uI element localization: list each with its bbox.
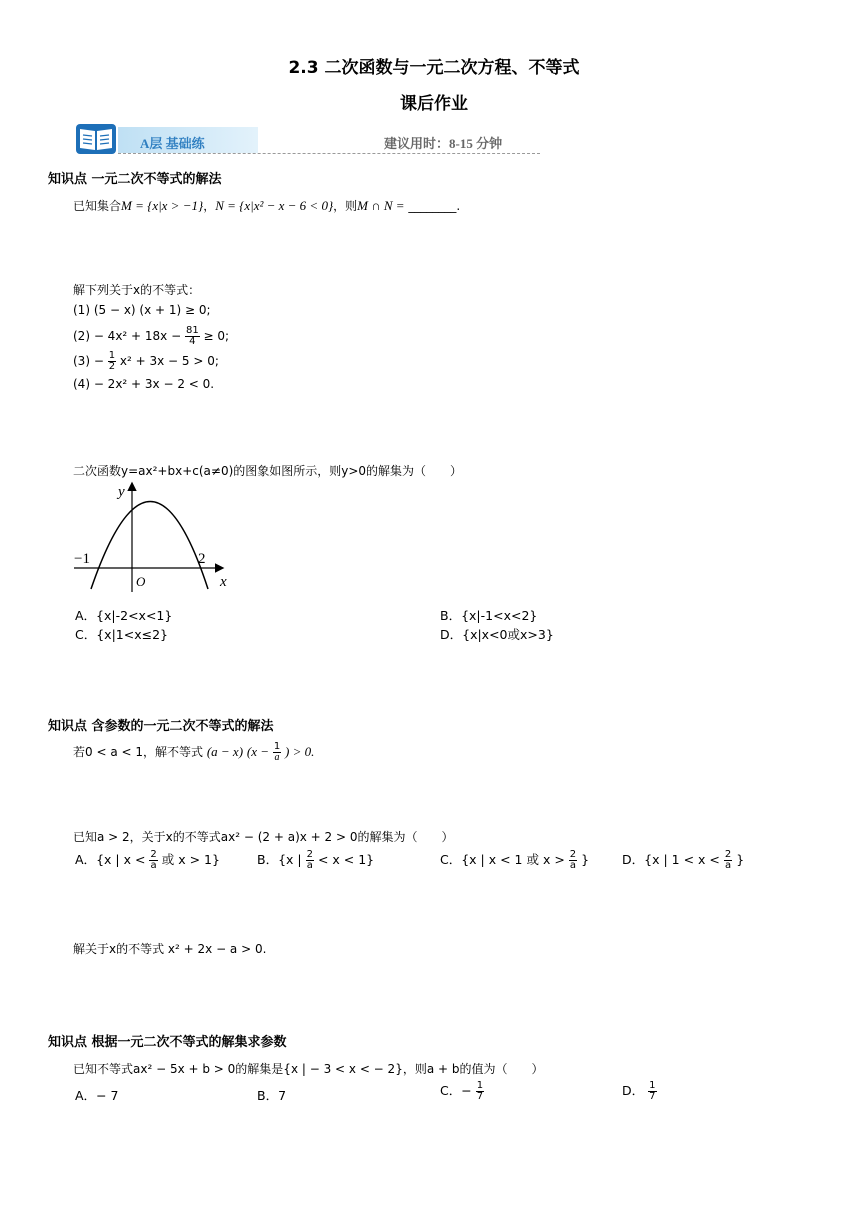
q5-option-b[interactable] <box>257 850 374 871</box>
q2-item-3-fraction <box>108 351 116 372</box>
fraction-denominator: a <box>274 752 280 763</box>
fraction-numerator: 2 <box>306 849 313 860</box>
fraction-denominator: a <box>724 860 732 871</box>
q4-stem: 若0 < a < 1，解不等式 <box>73 745 203 759</box>
option-post: } <box>581 852 590 867</box>
fraction-numerator: 81 <box>185 325 199 336</box>
origin-label: O <box>136 574 146 589</box>
option-fraction <box>724 850 732 871</box>
banner-level: A层 基础练 <box>140 136 205 151</box>
fraction-numerator: 1 <box>108 350 116 361</box>
q4-expr-a: (a − x) <box>206 744 244 759</box>
q7-option-b[interactable] <box>257 1086 286 1104</box>
q7-option-c[interactable] <box>440 1081 484 1102</box>
option-pre: {x | x < <box>96 852 146 867</box>
q2-item-3 <box>73 351 219 372</box>
fraction-denominator: a <box>306 860 313 871</box>
section-heading: 知识点 一元二次不等式的解法 <box>48 172 222 187</box>
fraction-denominator: a <box>150 860 157 871</box>
q1-comma: ， <box>203 199 216 213</box>
option-post: } <box>736 852 745 867</box>
fraction-numerator: 2 <box>569 849 577 860</box>
option-label: A． <box>75 1088 97 1103</box>
option-fraction <box>648 1081 656 1102</box>
q1-intersection: M ∩ N = <box>357 198 405 213</box>
x-axis-label: x <box>220 574 227 590</box>
question-3-stem: 二次函数y=ax²+bx+c(a≠0)的图象如图所示，则y>0的解集为（ ） <box>73 464 463 478</box>
q4-expr-tail: ) > 0. <box>285 744 315 759</box>
option-pre: {x | x < 1 或 x > <box>461 852 565 867</box>
q1-answer-blank[interactable]: ________. <box>408 199 461 213</box>
question-4 <box>73 742 314 763</box>
fraction-denominator: a <box>569 860 577 871</box>
section-heading: 知识点 根据一元二次不等式的解集求参数 <box>48 1035 287 1050</box>
q3-option-b[interactable]: B．{x|-1<x<2} <box>440 608 538 623</box>
parabola-curve <box>91 502 208 590</box>
q3-option-c[interactable]: C．{x|1<x≤2} <box>75 627 168 642</box>
option-label: D． <box>622 1083 645 1098</box>
q2-item-2 <box>73 326 229 347</box>
fraction-numerator: 1 <box>476 1080 484 1091</box>
option-label: B． <box>257 1088 279 1103</box>
parabola-graph <box>70 480 240 595</box>
page-title: 2.3 二次函数与一元二次方程、不等式 <box>288 58 580 78</box>
right-root-label: 2 <box>198 551 206 567</box>
option-pre: {x | <box>278 852 302 867</box>
q5-option-a[interactable] <box>75 850 220 871</box>
q1-prefix: 已知集合 <box>73 199 122 213</box>
q1-then: ，则 <box>333 199 358 213</box>
q4-expr-b: (x − <box>246 744 269 759</box>
option-value: − 7 <box>96 1088 119 1103</box>
option-value: 7 <box>278 1088 287 1103</box>
page-subtitle: 课后作业 <box>400 94 468 114</box>
question-7-stem: 已知不等式ax² − 5x + b > 0的解集是{x | − 3 < x < − 2}，则a + b的值为（ ） <box>73 1062 544 1076</box>
fraction-numerator: 2 <box>150 849 157 860</box>
fraction-numerator: 1 <box>649 1080 656 1091</box>
option-label: C． <box>440 852 462 867</box>
q2-item-2-tail: ≥ 0; <box>203 329 230 343</box>
q3-option-d[interactable]: D．{x|x<0或x>3} <box>440 627 554 642</box>
q2-item-3-text: (3) − <box>73 354 104 368</box>
q5-option-d[interactable] <box>622 850 744 871</box>
q1-set-n: N = {x|x² − x − 6 < 0} <box>215 198 334 213</box>
option-label: A． <box>75 852 97 867</box>
y-axis-label: y <box>118 484 125 500</box>
option-label: C． <box>440 1083 462 1098</box>
q2-item-2-fraction <box>185 326 200 347</box>
q2-item-3-tail: x² + 3x − 5 > 0; <box>119 354 219 368</box>
question-5-stem: 已知a > 2，关于x的不等式ax² − (2 + a)x + 2 > 0的解集为（ ） <box>73 830 454 844</box>
fraction-denominator: 4 <box>189 336 196 347</box>
q2-item-4: (4) − 2x² + 3x − 2 < 0. <box>73 377 215 391</box>
q2-item-1: (1) (5 − x) (x + 1) ≥ 0; <box>73 303 211 317</box>
q3-option-a[interactable]: A．{x|-2<x<1} <box>75 608 173 623</box>
option-label: D． <box>622 852 645 867</box>
fraction-denominator: 7 <box>476 1091 484 1102</box>
banner-time: 建议用时：8-15 分钟 <box>384 136 503 151</box>
fraction-numerator: 1 <box>273 741 281 752</box>
option-post: < x < 1} <box>317 852 375 867</box>
q1-set-m: M = {x|x > −1} <box>121 198 204 213</box>
fraction-numerator: 2 <box>724 849 732 860</box>
option-fraction <box>149 850 157 871</box>
left-root-label: −1 <box>74 551 90 567</box>
q2-item-2-text: (2) − 4x² + 18x − <box>73 329 182 343</box>
option-post: 或 x > 1} <box>161 852 220 867</box>
section-heading: 知识点 含参数的一元二次不等式的解法 <box>48 719 274 734</box>
q5-option-c[interactable] <box>440 850 589 871</box>
q7-option-d[interactable] <box>622 1081 657 1102</box>
fraction-denominator: 2 <box>108 361 116 372</box>
option-label: B． <box>257 852 279 867</box>
option-value: − <box>461 1083 472 1098</box>
question-2-stem: 解下列关于x的不等式： <box>73 283 201 297</box>
q7-option-a[interactable] <box>75 1086 118 1104</box>
book-icon <box>74 122 118 156</box>
question-1 <box>73 197 460 214</box>
option-fraction <box>476 1081 484 1102</box>
banner-divider <box>118 153 540 154</box>
option-fraction <box>306 850 314 871</box>
question-6-stem: 解关于x的不等式 x² + 2x − a > 0. <box>73 942 267 956</box>
fraction-denominator: 7 <box>649 1091 656 1102</box>
q4-fraction <box>273 742 281 763</box>
option-pre: {x | 1 < x < <box>644 852 720 867</box>
option-fraction <box>569 850 577 871</box>
